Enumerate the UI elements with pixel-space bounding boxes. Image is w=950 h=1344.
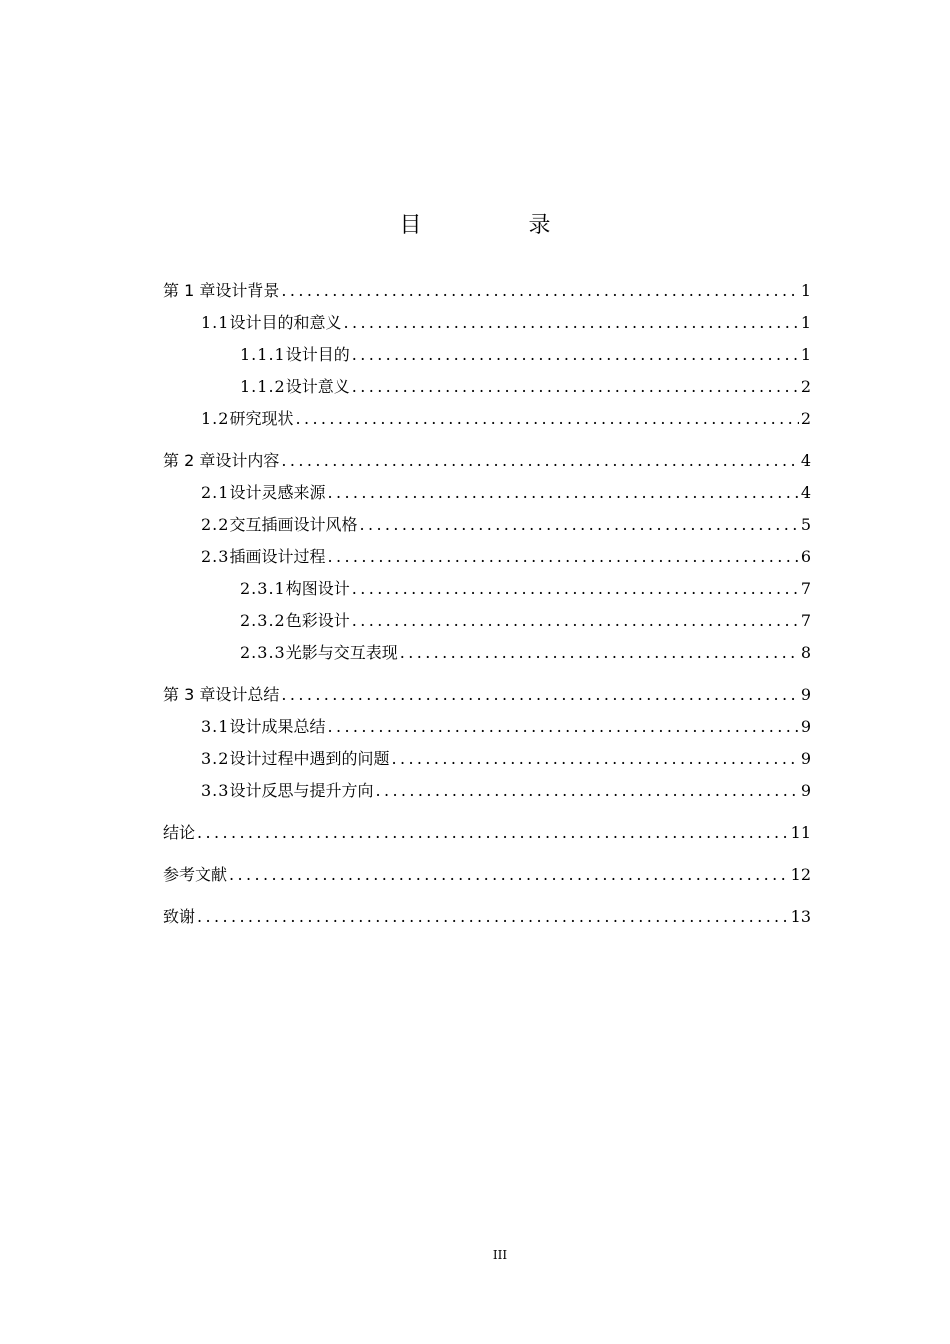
toc-title: 目 录 (399, 213, 601, 238)
toc-entry-number: 第 1 章 (163, 281, 216, 300)
toc-entry-number: 3.3 (201, 781, 230, 800)
toc-entry-number: 3.2 (201, 749, 230, 768)
toc-entry-page: 8 (800, 643, 811, 662)
toc-entry-page: 11 (790, 823, 811, 842)
toc-entry-label: 设计背景 (215, 281, 280, 300)
toc-entry-number: 2.2 (201, 515, 230, 534)
toc-entry-page: 1 (800, 281, 811, 300)
dot-leader (197, 901, 789, 933)
dot-leader (400, 637, 799, 669)
toc-entry-number: 第 2 章 (163, 451, 216, 470)
dot-leader (352, 371, 799, 403)
toc-entry-page: 9 (800, 781, 811, 800)
dot-leader (327, 477, 798, 509)
toc-entry-page: 2 (800, 377, 811, 396)
toc-entry-page: 7 (800, 579, 811, 598)
toc-entry-label: 光影与交互表现 (285, 643, 398, 662)
toc-entry-section[interactable] (163, 775, 811, 807)
toc-entry-label: 交互插画设计风格 (229, 515, 358, 534)
toc-entry-section[interactable] (163, 743, 811, 775)
toc-entry-subsection[interactable] (163, 605, 811, 637)
toc-entry-section[interactable] (163, 509, 811, 541)
toc-entry-label: 参考文献 (163, 865, 228, 884)
toc-entry-conclusion[interactable] (163, 817, 811, 849)
toc-entry-page: 7 (800, 611, 811, 630)
toc-entry-page: 2 (800, 409, 811, 428)
toc-entry-number: 3.1 (201, 717, 230, 736)
toc-entry-page: 4 (800, 483, 811, 502)
dot-leader (352, 605, 799, 637)
toc-entry-references[interactable] (163, 859, 811, 891)
toc-entry-page: 9 (800, 685, 811, 704)
toc-entry-label: 色彩设计 (285, 611, 350, 630)
toc-entry-page: 1 (800, 345, 811, 364)
toc-entry-acknowledgements[interactable] (163, 901, 811, 933)
toc-entry-number: 第 3 章 (163, 685, 216, 704)
dot-leader (375, 775, 798, 807)
toc-entry-section[interactable] (163, 403, 811, 435)
toc-entry-number: 1.2 (201, 409, 230, 428)
toc-entry-subsection[interactable] (163, 339, 811, 371)
toc-entry-label: 设计目的和意义 (229, 313, 342, 332)
dot-leader (281, 679, 798, 711)
toc-entry-chapter[interactable] (163, 679, 811, 711)
toc-entry-label: 设计过程中遇到的问题 (229, 749, 390, 768)
toc-entry-page: 4 (800, 451, 811, 470)
toc-entry-page: 1 (800, 313, 811, 332)
toc-entry-label: 设计内容 (215, 451, 280, 470)
toc-entry-number: 2.3.2 (240, 611, 286, 630)
toc-entry-number: 1.1.1 (240, 345, 286, 364)
toc-entry-page: 6 (800, 547, 811, 566)
dot-leader (281, 445, 798, 477)
toc-entry-page: 12 (790, 865, 811, 884)
page-number-footer: III (492, 1248, 508, 1262)
toc-entry-number: 2.3.3 (240, 643, 286, 662)
dot-leader (295, 403, 798, 435)
toc-entry-subsection[interactable] (163, 573, 811, 605)
toc-entry-chapter[interactable] (163, 445, 811, 477)
toc-entry-label: 致谢 (163, 907, 196, 926)
toc-entry-label: 设计总结 (215, 685, 280, 704)
toc-entry-subsection[interactable] (163, 637, 811, 669)
toc-entry-page: 5 (800, 515, 811, 534)
dot-leader (352, 339, 799, 371)
dot-leader (343, 307, 798, 339)
toc-entry-page: 9 (800, 749, 811, 768)
dot-leader (327, 541, 798, 573)
toc-entry-page: 9 (800, 717, 811, 736)
toc-entry-subsection[interactable] (163, 371, 811, 403)
toc-entry-label: 设计成果总结 (229, 717, 326, 736)
toc-entry-label: 构图设计 (285, 579, 350, 598)
dot-leader (391, 743, 798, 775)
toc-entry-number: 2.1 (201, 483, 230, 502)
toc-entry-label: 设计意义 (285, 377, 350, 396)
toc-entry-number: 1.1.2 (240, 377, 286, 396)
toc-entry-page: 13 (790, 907, 811, 926)
dot-leader (327, 711, 798, 743)
toc-entry-label: 设计反思与提升方向 (229, 781, 374, 800)
dot-leader (281, 275, 798, 307)
table-of-contents (163, 275, 811, 933)
dot-leader (229, 859, 789, 891)
toc-entry-label: 设计灵感来源 (229, 483, 326, 502)
toc-entry-number: 2.3.1 (240, 579, 286, 598)
toc-entry-number: 1.1 (201, 313, 230, 332)
dot-leader (359, 509, 798, 541)
dot-leader (197, 817, 789, 849)
toc-entry-section[interactable] (163, 477, 811, 509)
toc-entry-chapter[interactable] (163, 275, 811, 307)
toc-entry-section[interactable] (163, 711, 811, 743)
toc-entry-label: 插画设计过程 (229, 547, 326, 566)
dot-leader (352, 573, 799, 605)
toc-entry-number: 2.3 (201, 547, 230, 566)
toc-entry-label: 研究现状 (229, 409, 294, 428)
toc-entry-label: 结论 (163, 823, 196, 842)
toc-entry-section[interactable] (163, 541, 811, 573)
toc-entry-label: 设计目的 (285, 345, 350, 364)
toc-entry-section[interactable] (163, 307, 811, 339)
